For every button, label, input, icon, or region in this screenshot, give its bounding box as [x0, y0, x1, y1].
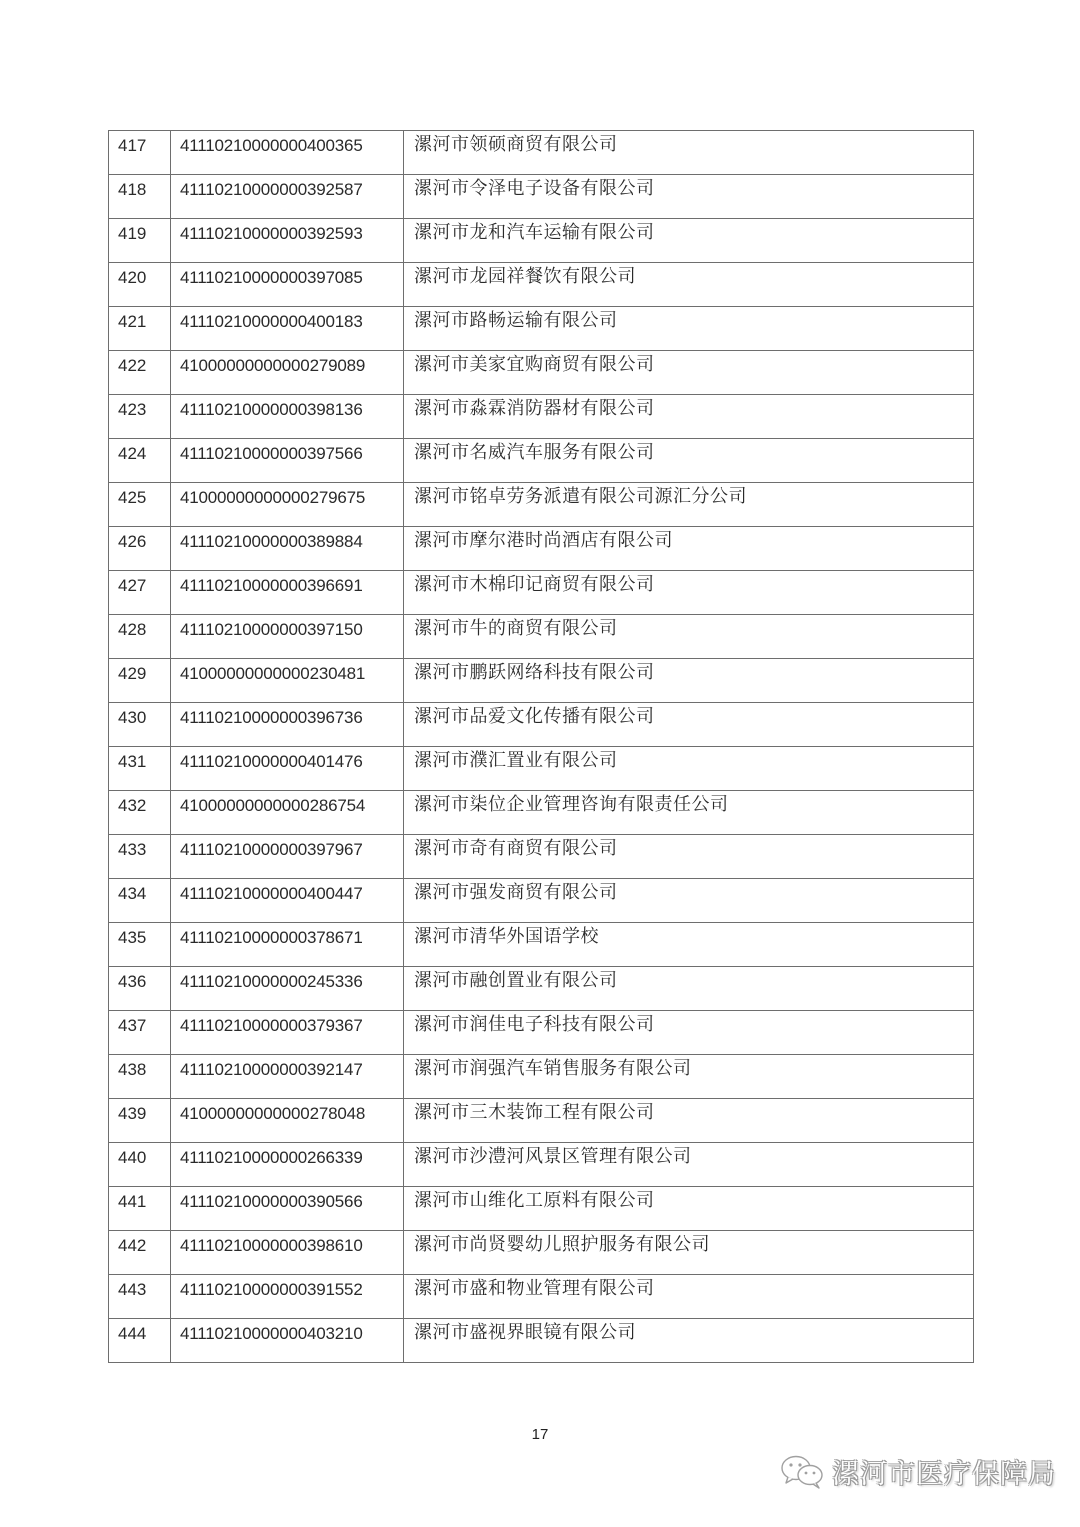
row-number-cell: 433 — [109, 835, 171, 879]
code-cell: 41110210000000389884 — [171, 527, 404, 571]
row-number-cell: 419 — [109, 219, 171, 263]
company-name-cell: 漯河市奇有商贸有限公司 — [404, 835, 974, 879]
row-number-cell: 429 — [109, 659, 171, 703]
company-name-cell: 漯河市柒位企业管理咨询有限责任公司 — [404, 791, 974, 835]
table-row — [109, 219, 974, 263]
code-cell: 41000000000000279675 — [171, 483, 404, 527]
code-cell: 41110210000000379367 — [171, 1011, 404, 1055]
company-name-cell: 漯河市牛的商贸有限公司 — [404, 615, 974, 659]
company-name-cell: 漯河市润佳电子科技有限公司 — [404, 1011, 974, 1055]
company-name-cell: 漯河市濮汇置业有限公司 — [404, 747, 974, 791]
table-body — [109, 131, 974, 1363]
table-row — [109, 879, 974, 923]
page-number: 17 — [531, 1426, 549, 1443]
company-name-cell: 漯河市领硕商贸有限公司 — [404, 131, 974, 175]
row-number-cell: 436 — [109, 967, 171, 1011]
company-name-cell: 漯河市美家宜购商贸有限公司 — [404, 351, 974, 395]
table-row — [109, 1055, 974, 1099]
row-number-cell: 426 — [109, 527, 171, 571]
row-number-cell: 427 — [109, 571, 171, 615]
row-number-cell: 430 — [109, 703, 171, 747]
code-cell: 41000000000000286754 — [171, 791, 404, 835]
company-name-cell: 漯河市润强汽车销售服务有限公司 — [404, 1055, 974, 1099]
row-number-cell: 440 — [109, 1143, 171, 1187]
table-row — [109, 131, 974, 175]
company-name-cell: 漯河市龙园祥餐饮有限公司 — [404, 263, 974, 307]
table-row — [109, 1319, 974, 1363]
code-cell: 41110210000000401476 — [171, 747, 404, 791]
company-name-cell: 漯河市摩尔港时尚酒店有限公司 — [404, 527, 974, 571]
code-cell: 41110210000000392593 — [171, 219, 404, 263]
table-row — [109, 395, 974, 439]
company-name-cell: 漯河市淼霖消防器材有限公司 — [404, 395, 974, 439]
code-cell: 41110210000000397085 — [171, 263, 404, 307]
code-cell: 41110210000000400447 — [171, 879, 404, 923]
row-number-cell: 418 — [109, 175, 171, 219]
code-cell: 41110210000000400365 — [171, 131, 404, 175]
table-row — [109, 1011, 974, 1055]
code-cell: 41110210000000392147 — [171, 1055, 404, 1099]
wechat-icon — [780, 1454, 826, 1490]
code-cell: 41110210000000398136 — [171, 395, 404, 439]
code-cell: 41000000000000278048 — [171, 1099, 404, 1143]
code-cell: 41110210000000397967 — [171, 835, 404, 879]
company-name-cell: 漯河市名威汽车服务有限公司 — [404, 439, 974, 483]
watermark — [780, 1452, 1056, 1491]
table-row — [109, 1231, 974, 1275]
row-number-cell: 435 — [109, 923, 171, 967]
code-cell: 41110210000000266339 — [171, 1143, 404, 1187]
table-row — [109, 703, 974, 747]
code-cell: 41110210000000392587 — [171, 175, 404, 219]
company-name-cell: 漯河市融创置业有限公司 — [404, 967, 974, 1011]
company-name-cell: 漯河市令泽电子设备有限公司 — [404, 175, 974, 219]
table-row — [109, 439, 974, 483]
row-number-cell: 437 — [109, 1011, 171, 1055]
table-row — [109, 615, 974, 659]
row-number-cell: 432 — [109, 791, 171, 835]
row-number-cell: 444 — [109, 1319, 171, 1363]
code-cell: 41110210000000403210 — [171, 1319, 404, 1363]
company-name-cell: 漯河市山维化工原料有限公司 — [404, 1187, 974, 1231]
company-name-cell: 漯河市盛视界眼镜有限公司 — [404, 1319, 974, 1363]
table-row — [109, 791, 974, 835]
row-number-cell: 438 — [109, 1055, 171, 1099]
code-cell: 41000000000000230481 — [171, 659, 404, 703]
company-name-cell: 漯河市路畅运输有限公司 — [404, 307, 974, 351]
code-cell: 41110210000000397150 — [171, 615, 404, 659]
company-name-cell: 漯河市鹏跃网络科技有限公司 — [404, 659, 974, 703]
code-cell: 41110210000000397566 — [171, 439, 404, 483]
code-cell: 41110210000000396691 — [171, 571, 404, 615]
row-number-cell: 417 — [109, 131, 171, 175]
code-cell: 41110210000000245336 — [171, 967, 404, 1011]
row-number-cell: 434 — [109, 879, 171, 923]
table-row — [109, 1187, 974, 1231]
row-number-cell: 424 — [109, 439, 171, 483]
table-row — [109, 307, 974, 351]
row-number-cell: 423 — [109, 395, 171, 439]
table-row — [109, 1099, 974, 1143]
code-cell: 41110210000000390566 — [171, 1187, 404, 1231]
code-cell: 41000000000000279089 — [171, 351, 404, 395]
table-row — [109, 483, 974, 527]
company-name-cell: 漯河市沙澧河风景区管理有限公司 — [404, 1143, 974, 1187]
company-name-cell: 漯河市铭卓劳务派遣有限公司源汇分公司 — [404, 483, 974, 527]
table-row — [109, 1275, 974, 1319]
watermark-text: 漯河市医疗保障局 — [832, 1459, 1056, 1490]
code-cell: 41110210000000398610 — [171, 1231, 404, 1275]
table-row — [109, 923, 974, 967]
code-cell: 41110210000000378671 — [171, 923, 404, 967]
row-number-cell: 431 — [109, 747, 171, 791]
table-row — [109, 175, 974, 219]
row-number-cell: 439 — [109, 1099, 171, 1143]
company-name-cell: 漯河市尚贤婴幼儿照护服务有限公司 — [404, 1231, 974, 1275]
row-number-cell: 442 — [109, 1231, 171, 1275]
company-list-table — [108, 130, 974, 1363]
company-name-cell: 漯河市盛和物业管理有限公司 — [404, 1275, 974, 1319]
table-row — [109, 263, 974, 307]
code-cell: 41110210000000396736 — [171, 703, 404, 747]
table-row — [109, 351, 974, 395]
table-row — [109, 571, 974, 615]
company-name-cell: 漯河市木棉印记商贸有限公司 — [404, 571, 974, 615]
company-name-cell: 漯河市品爱文化传播有限公司 — [404, 703, 974, 747]
row-number-cell: 422 — [109, 351, 171, 395]
company-name-cell: 漯河市龙和汽车运输有限公司 — [404, 219, 974, 263]
row-number-cell: 443 — [109, 1275, 171, 1319]
company-name-cell: 漯河市清华外国语学校 — [404, 923, 974, 967]
table-row — [109, 527, 974, 571]
row-number-cell: 425 — [109, 483, 171, 527]
table-row — [109, 747, 974, 791]
row-number-cell: 420 — [109, 263, 171, 307]
company-name-cell: 漯河市强发商贸有限公司 — [404, 879, 974, 923]
table-row — [109, 1143, 974, 1187]
table-row — [109, 967, 974, 1011]
table-row — [109, 659, 974, 703]
row-number-cell: 421 — [109, 307, 171, 351]
row-number-cell: 441 — [109, 1187, 171, 1231]
code-cell: 41110210000000391552 — [171, 1275, 404, 1319]
table-row — [109, 835, 974, 879]
row-number-cell: 428 — [109, 615, 171, 659]
company-name-cell: 漯河市三木装饰工程有限公司 — [404, 1099, 974, 1143]
code-cell: 41110210000000400183 — [171, 307, 404, 351]
